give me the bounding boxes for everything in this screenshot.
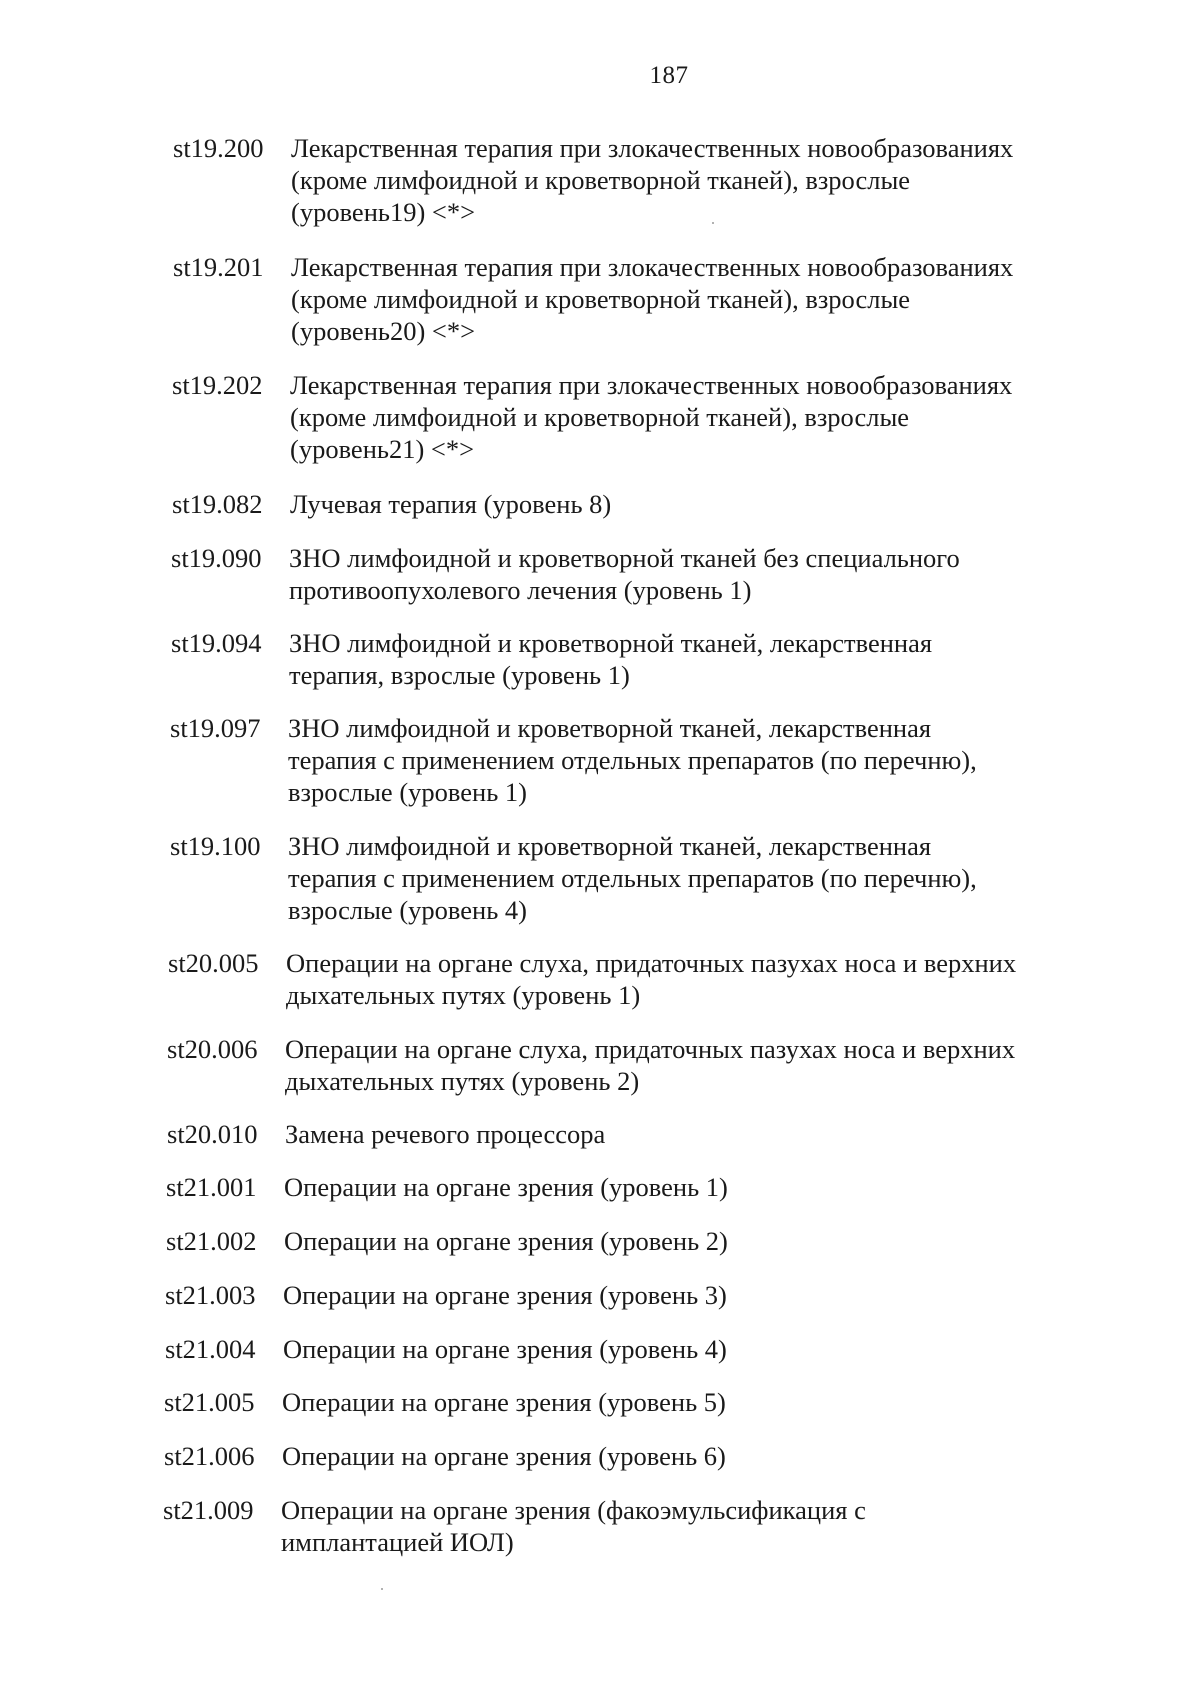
description-line: Лекарственная терапия при злокачественных новообразованиях <box>291 252 1014 282</box>
entry-row <box>167 1033 1015 1097</box>
entry-description <box>284 1225 728 1257</box>
entry-row <box>170 830 977 926</box>
description-line: (кроме лимфоидной и кроветворной тканей), взрослые <box>290 402 910 432</box>
description-line: ЗНО лимфоидной и кроветворной тканей, лекарственная <box>288 713 932 743</box>
description-line: (уровень19) <*> <box>291 197 476 227</box>
entry-description <box>289 542 960 606</box>
description-line: Операции на органе зрения (уровень 6) <box>282 1441 726 1471</box>
entry-code: st21.006 <box>164 1441 255 1471</box>
entry-code: st19.100 <box>170 831 261 861</box>
entry-code: st21.003 <box>165 1280 256 1310</box>
scan-speck <box>712 222 714 224</box>
scan-speck <box>381 1588 383 1590</box>
description-line: терапия, взрослые (уровень 1) <box>289 660 630 690</box>
entry-row <box>172 369 1012 465</box>
entry-row <box>164 1440 726 1472</box>
entry-description <box>282 1386 726 1418</box>
entry-code: st21.005 <box>164 1387 255 1417</box>
entry-description <box>291 251 1013 347</box>
entry-description <box>290 488 611 520</box>
description-line: Операции на органе зрения (уровень 3) <box>283 1280 727 1310</box>
description-line: Операции на органе слуха, придаточных пазухах носа и верхних <box>286 948 1017 978</box>
entry-row <box>167 1118 605 1150</box>
entry-description <box>289 627 932 691</box>
entry-description <box>291 132 1013 228</box>
entry-code: st19.082 <box>172 489 263 519</box>
description-line: противоопухолевого лечения (уровень 1) <box>289 575 752 605</box>
entry-row <box>165 1333 727 1365</box>
page-number: 187 <box>649 62 689 89</box>
entry-description <box>290 369 1012 465</box>
entry-description <box>282 1440 726 1472</box>
description-line: Лучевая терапия (уровень 8) <box>290 489 612 519</box>
description-line: Замена речевого процессора <box>285 1119 606 1149</box>
entry-row <box>173 132 1013 228</box>
description-line: Лекарственная терапия при злокачественных новообразованиях <box>291 133 1014 163</box>
description-line: Операции на органе зрения (факоэмульсификация с <box>281 1495 866 1525</box>
entry-code: st21.009 <box>163 1495 254 1525</box>
entry-code: st19.094 <box>171 628 262 658</box>
description-line: Операции на органе слуха, придаточных пазухах носа и верхних <box>285 1034 1016 1064</box>
description-line: ЗНО лимфоидной и кроветворной тканей, лекарственная <box>288 831 932 861</box>
entry-code: st20.006 <box>167 1034 258 1064</box>
description-line: Операции на органе зрения (уровень 4) <box>283 1334 727 1364</box>
entry-row <box>166 1225 728 1257</box>
description-line: имплантацией ИОЛ) <box>281 1527 514 1557</box>
entry-description <box>288 830 977 926</box>
description-line: ЗНО лимфоидной и кроветворной тканей, лекарственная <box>289 628 933 658</box>
description-line: (уровень21) <*> <box>290 434 475 464</box>
entry-description <box>283 1333 727 1365</box>
description-line: Лекарственная терапия при злокачественных новообразованиях <box>290 370 1013 400</box>
entry-code: st19.097 <box>170 713 261 743</box>
description-line: взрослые (уровень 4) <box>288 895 527 925</box>
entry-row <box>171 542 960 606</box>
entry-code: st19.202 <box>172 370 263 400</box>
description-line: терапия с применением отдельных препаратов (по перечню), <box>288 745 977 775</box>
entry-row <box>164 1386 726 1418</box>
entry-code: st21.002 <box>166 1226 257 1256</box>
description-line: (кроме лимфоидной и кроветворной тканей), взрослые <box>291 284 911 314</box>
entry-code: st20.005 <box>168 948 259 978</box>
entry-description <box>283 1279 727 1311</box>
entry-row <box>165 1279 727 1311</box>
entry-code: st20.010 <box>167 1119 258 1149</box>
entry-row <box>166 1171 728 1203</box>
description-line: Операции на органе зрения (уровень 1) <box>284 1172 728 1202</box>
description-line: дыхательных путях (уровень 1) <box>286 980 641 1010</box>
entry-code: st19.201 <box>173 252 264 282</box>
entry-description <box>288 712 977 808</box>
description-line: (уровень20) <*> <box>291 316 476 346</box>
entry-code: st21.001 <box>166 1172 257 1202</box>
entry-code: st19.090 <box>171 543 262 573</box>
description-line: взрослые (уровень 1) <box>288 777 527 807</box>
entry-description <box>284 1171 728 1203</box>
description-line: ЗНО лимфоидной и кроветворной тканей без специального <box>289 543 960 573</box>
entry-description <box>281 1494 866 1558</box>
entry-row <box>171 627 932 691</box>
entry-description <box>285 1118 605 1150</box>
entry-row <box>173 251 1013 347</box>
entry-row <box>172 488 611 520</box>
description-line: (кроме лимфоидной и кроветворной тканей), взрослые <box>291 165 911 195</box>
entry-code: st21.004 <box>165 1334 256 1364</box>
entry-row <box>163 1494 866 1558</box>
entry-row <box>170 712 977 808</box>
entry-description <box>286 947 1016 1011</box>
description-line: Операции на органе зрения (уровень 5) <box>282 1387 726 1417</box>
description-line: дыхательных путях (уровень 2) <box>285 1066 640 1096</box>
entry-row <box>168 947 1016 1011</box>
description-line: терапия с применением отдельных препаратов (по перечню), <box>288 863 977 893</box>
description-line: Операции на органе зрения (уровень 2) <box>284 1226 728 1256</box>
entry-code: st19.200 <box>173 133 264 163</box>
entry-description <box>285 1033 1015 1097</box>
